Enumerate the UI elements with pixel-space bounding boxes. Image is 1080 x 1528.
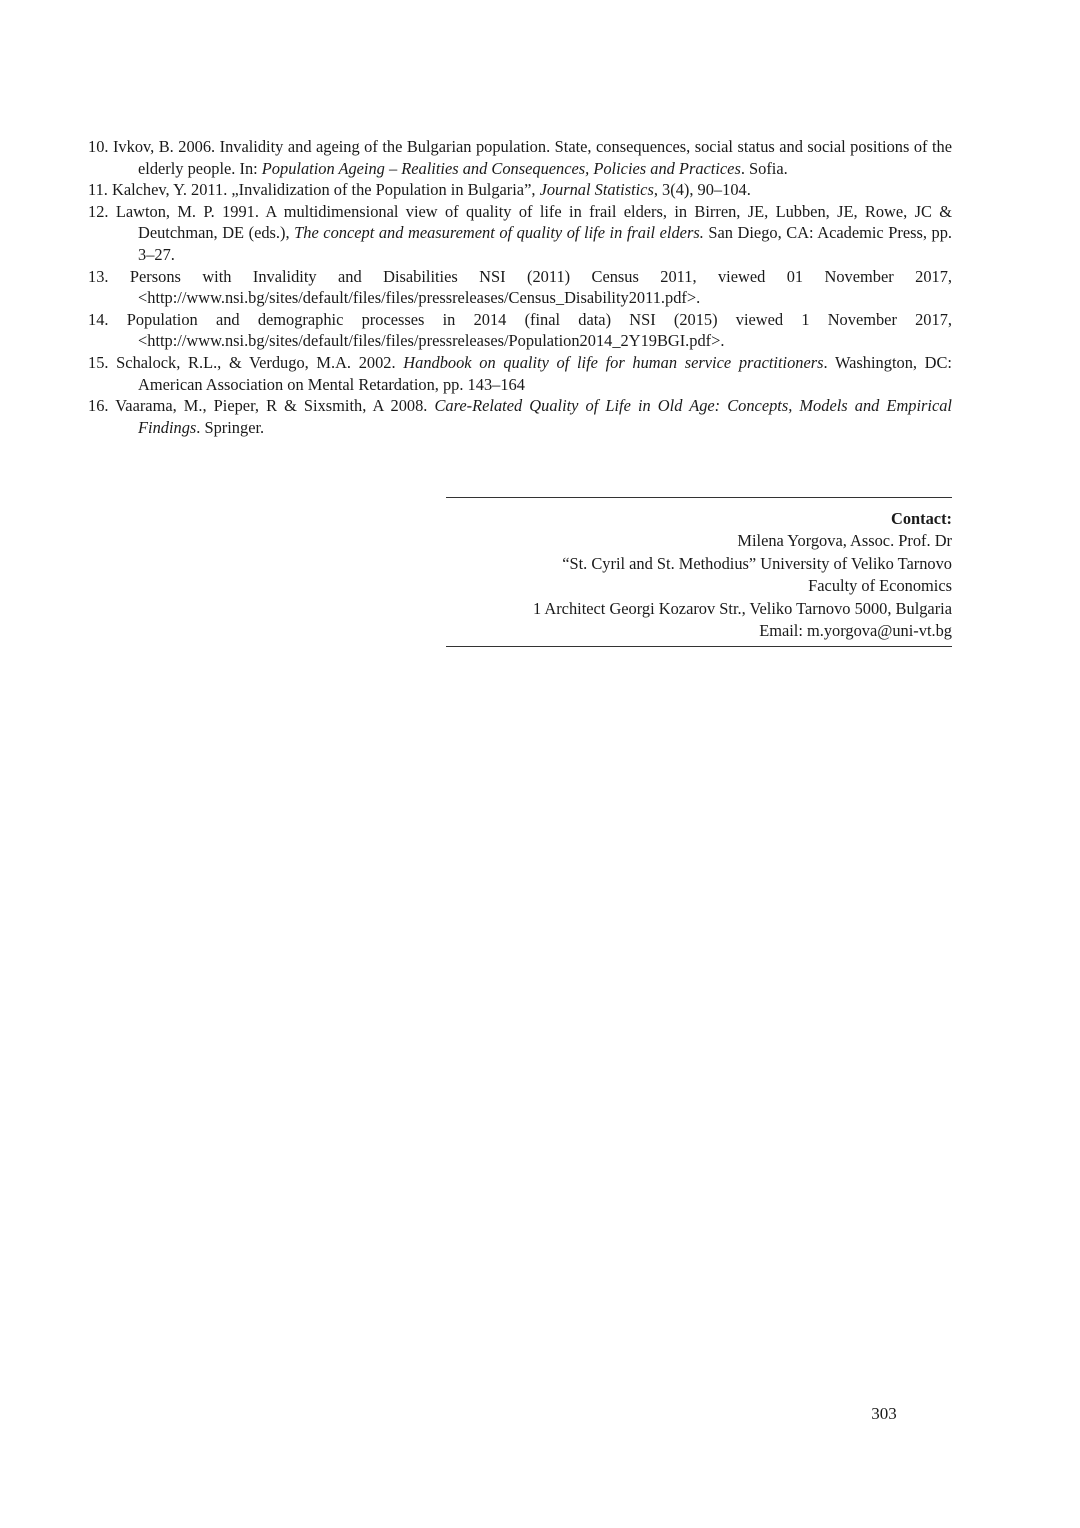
reference-title: Care-Related Quality of Life in Old Age: Concepts, Models and Empirical Findings bbox=[138, 396, 952, 437]
reference-title: The concept and measurement of quality of life in frail elders. bbox=[294, 223, 704, 243]
reference-text: 12. Lawton, M. P. 1991. A multidimensional view of quality of life in frail elders, in Birren, JE, Lubben, JE, Rowe, JC & Deutchman, DE (eds.), bbox=[88, 201, 952, 243]
page-number: 303 bbox=[871, 1404, 897, 1423]
reference-item bbox=[88, 309, 952, 352]
reference-item bbox=[88, 395, 952, 438]
contact-faculty: Faculty of Economics bbox=[808, 576, 952, 596]
reference-text: , 3(4), 90–104. bbox=[653, 180, 751, 200]
references-list bbox=[88, 136, 952, 438]
reference-text: . Sofia. bbox=[740, 158, 788, 178]
reference-item bbox=[88, 179, 952, 201]
reference-title: Population Ageing – Realities and Consequences, Policies and Practices bbox=[261, 158, 741, 178]
reference-title: Journal Statistics bbox=[539, 180, 654, 200]
reference-text: 10. Ivkov, B. 2006. Invalidity and ageing of the Bulgarian population. State, consequences, social status and social positions of the elderly people. In: bbox=[88, 137, 952, 178]
reference-text: 13. Persons with Invalidity and Disabilities NSI (2011) Census 2011, viewed 01 November 2017, <http://www.nsi.bg/sites/default/files/files/pressreleases/Census_Disability2011.pdf>. bbox=[88, 266, 952, 308]
reference-text: . Springer. bbox=[196, 417, 265, 437]
reference-item bbox=[88, 266, 952, 309]
reference-text: San Diego, CA: Academic Press, pp. 3–27. bbox=[138, 223, 952, 264]
contact-block bbox=[446, 497, 952, 647]
reference-text: . Washington, DC: American Association on Mental Retardation, pp. 143–164 bbox=[138, 352, 952, 394]
contact-address: 1 Architect Georgi Kozarov Str., Veliko Tarnovo 5000, Bulgaria bbox=[532, 598, 952, 618]
reference-text: 15. Schalock, R.L., & Verdugo, M.A. 2002. bbox=[88, 352, 404, 372]
reference-text: 16. Vaarama, M., Pieper, R & Sixsmith, A 2008. bbox=[88, 396, 435, 416]
reference-item bbox=[88, 352, 952, 395]
reference-text: 11. Kalchev, Y. 2011. „Invalidization of the Population in Bulgaria”, bbox=[88, 180, 540, 200]
contact-heading: Contact: bbox=[891, 509, 952, 528]
reference-item bbox=[88, 136, 952, 179]
reference-text: 14. Population and demographic processes in 2014 (final data) NSI (2015) viewed 1 November 2017, <http://www.nsi.bg/sites/default/files/files/pressreleases/Population2014_2Y19BGI.pdf>. bbox=[88, 309, 952, 351]
contact-university: “St. Cyril and St. Methodius” University of Veliko Tarnovo bbox=[562, 553, 952, 573]
contact-name: Milena Yorgova, Assoc. Prof. Dr bbox=[737, 531, 952, 551]
reference-title: Handbook on quality of life for human service practitioners bbox=[403, 352, 824, 372]
reference-item bbox=[88, 201, 952, 266]
contact-email: Email: m.yorgova@uni-vt.bg bbox=[759, 621, 952, 641]
